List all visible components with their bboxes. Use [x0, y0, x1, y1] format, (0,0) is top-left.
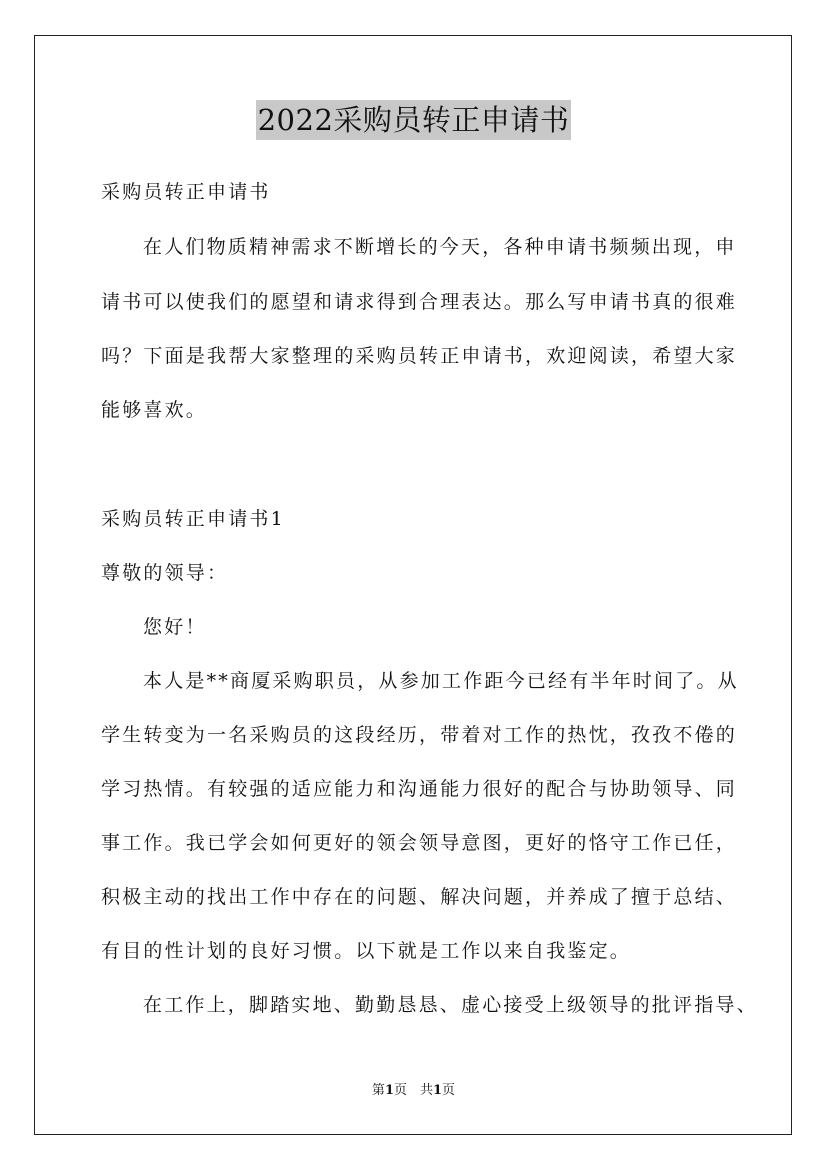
paragraph-line: 在工作上，脚踏实地、勤勤恳恳、虚心接受上级领导的批评指导、 [143, 994, 758, 1016]
section-heading: 采购员转正申请书1 [101, 508, 285, 530]
salutation: 尊敬的领导： [101, 562, 229, 584]
paragraph-line: 积极主动的找出工作中存在的问题、解决问题，并养成了擅于总结、 [101, 886, 738, 908]
title-container [0, 100, 827, 140]
paragraph-line: 事工作。我已学会如何更好的领会领导意图，更好的恪守工作已任， [101, 832, 738, 854]
paragraph-line: 学习热情。有较强的适应能力和沟通能力很好的配合与协助领导、同 [101, 778, 738, 800]
footer-page-suffix: 页 [442, 1083, 456, 1098]
footer-page-total: 1 [433, 1083, 443, 1098]
paragraph-line: 请书可以使我们的愿望和请求得到合理表达。那么写申请书真的很难 [101, 291, 738, 313]
footer-page-prefix: 第 [371, 1083, 385, 1098]
document-title: 2022采购员转正申请书 [256, 100, 572, 140]
paragraph-line: 能够喜欢。 [101, 399, 208, 421]
paragraph-line: 学生转变为一名采购员的这段经历，带着对工作的热忱，孜孜不倦的 [101, 724, 738, 746]
paragraph-line: 本人是**商厦采购职员，从参加工作距今已经有半年时间了。从 [143, 670, 739, 692]
page-footer [0, 1082, 827, 1100]
section-heading: 采购员转正申请书 [101, 181, 271, 203]
footer-page-current: 1 [384, 1083, 394, 1098]
paragraph-line: 有目的性计划的良好习惯。以下就是工作以来自我鉴定。 [101, 940, 632, 962]
greeting: 您好！ [143, 616, 207, 638]
paragraph-line: 在人们物质精神需求不断增长的今天，各种申请书频频出现，申 [143, 236, 737, 258]
paragraph-line: 吗？下面是我帮大家整理的采购员转正申请书，欢迎阅读，希望大家 [101, 345, 738, 367]
footer-page-mid: 页 共 [393, 1083, 433, 1098]
